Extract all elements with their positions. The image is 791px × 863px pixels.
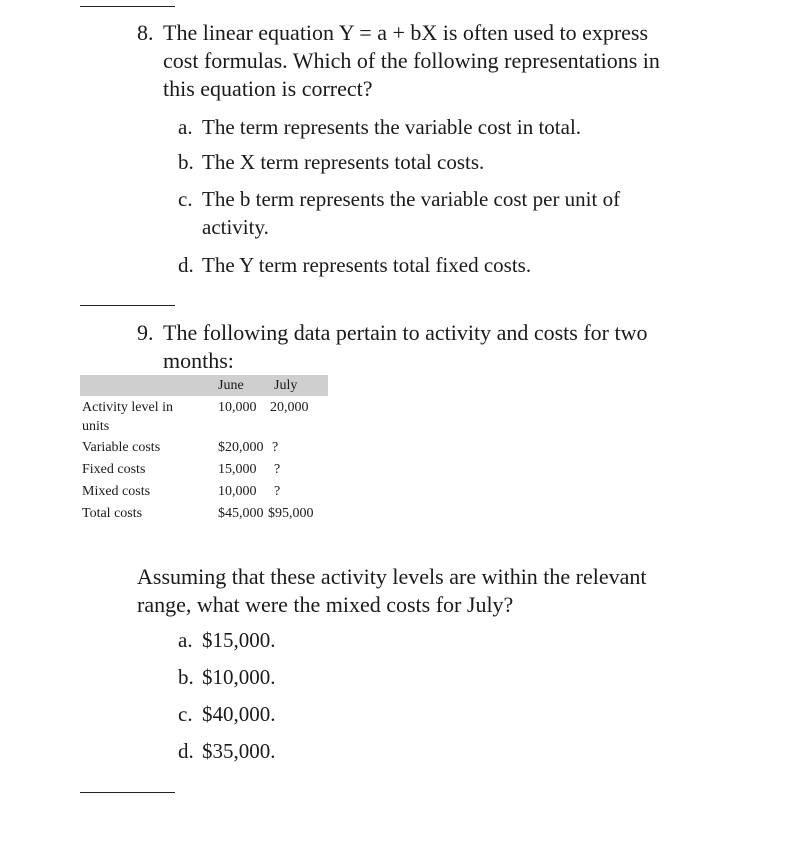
question-8-line-2: cost formulas. Which of the following representations in — [163, 48, 660, 73]
question-9-option-b — [178, 664, 276, 691]
option-letter: c. — [178, 702, 193, 726]
row-label-activity-units: units — [82, 419, 110, 434]
option-letter: b. — [178, 665, 194, 689]
option-text: $15,000. — [202, 628, 276, 652]
question-9-number: 9. — [137, 320, 154, 345]
cell-activity-july: 20,000 — [270, 400, 309, 415]
option-text: $35,000. — [202, 739, 276, 763]
cell-fixed-july: ? — [274, 462, 281, 477]
cell-total-july: $95,000 — [268, 506, 314, 521]
question-8-option-b — [178, 149, 484, 176]
question-9-line-2: months: — [163, 348, 234, 373]
option-letter: a. — [178, 628, 193, 652]
answer-blank-top — [80, 6, 175, 7]
question-8-option-c-continued: activity. — [202, 215, 269, 239]
row-label-activity: Activity level in — [82, 400, 173, 415]
option-text: The term represents the variable cost in total. — [202, 115, 582, 139]
question-8-option-d — [178, 252, 531, 279]
option-text: $40,000. — [202, 702, 276, 726]
question-9-prompt-line-1: Assuming that these activity levels are within the relevant — [137, 564, 647, 589]
question-8-text-1: The linear equation Y = a + bX is often used to express — [163, 20, 649, 45]
option-text: $10,000. — [202, 665, 276, 689]
cell-variable-june: $20,000 — [218, 440, 264, 455]
table-header-july: July — [274, 378, 298, 393]
question-8-option-a — [178, 114, 581, 141]
option-letter: d. — [178, 739, 194, 763]
row-label-variable: Variable costs — [82, 440, 161, 455]
cell-mixed-july: ? — [274, 484, 281, 499]
question-9-prompt-line-2: range, what were the mixed costs for July? — [137, 592, 514, 617]
cell-mixed-june: 10,000 — [218, 484, 257, 499]
question-9-option-c — [178, 701, 276, 728]
option-text: The X term represents total costs. — [202, 150, 485, 174]
question-9-line-1 — [137, 319, 647, 347]
question-9-option-d — [178, 738, 276, 765]
option-letter: c. — [178, 187, 193, 211]
row-label-mixed: Mixed costs — [82, 484, 151, 499]
question-8-line-3: this equation is correct? — [163, 76, 373, 101]
question-8-number: 8. — [137, 20, 154, 45]
option-letter: d. — [178, 253, 194, 277]
row-label-fixed: Fixed costs — [82, 462, 146, 477]
cell-activity-june: 10,000 — [218, 400, 257, 415]
question-8-line-1 — [137, 19, 648, 47]
option-letter: a. — [178, 115, 193, 139]
question-9-text-1: The following data pertain to activity and costs for two — [163, 320, 648, 345]
question-9-option-a — [178, 627, 276, 654]
option-text: The Y term represents total fixed costs. — [202, 253, 532, 277]
cell-variable-july: ? — [272, 440, 279, 455]
answer-blank-q9 — [80, 792, 175, 793]
cell-total-june: $45,000 — [218, 506, 264, 521]
question-8-option-c — [178, 186, 620, 213]
cell-fixed-june: 15,000 — [218, 462, 257, 477]
row-label-total: Total costs — [82, 506, 143, 521]
table-header-june: June — [218, 378, 244, 393]
option-text: The b term represents the variable cost per unit of — [202, 187, 621, 211]
option-letter: b. — [178, 150, 194, 174]
answer-blank-q8 — [80, 305, 175, 306]
